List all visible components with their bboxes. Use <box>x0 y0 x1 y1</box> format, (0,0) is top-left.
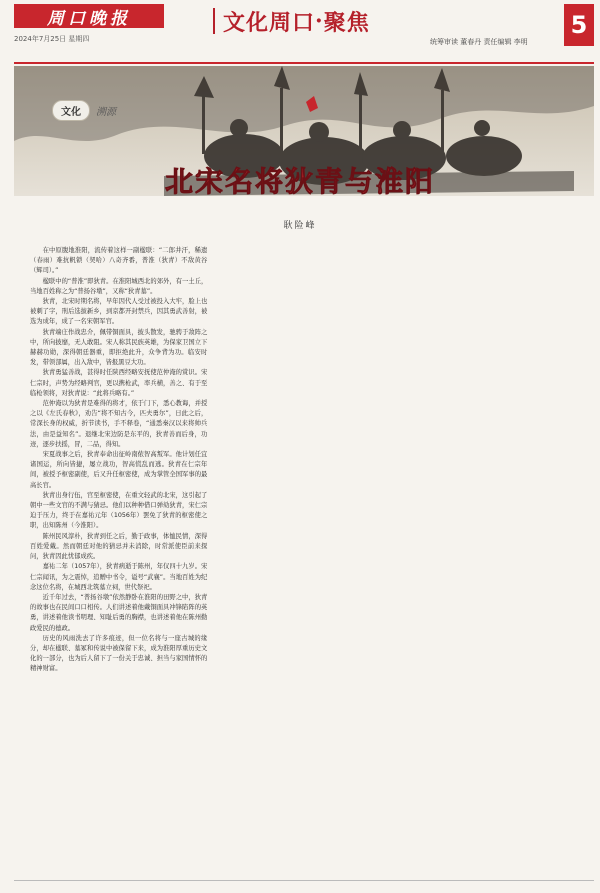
masthead-rule <box>14 62 594 64</box>
article-paragraph: 狄青端庄作战忠介，佩带铜面具，披头散发，驰骋于敌阵之中，所向披靡，无人敢阻。宋人称其民族英雄，为保家卫国立下赫赫功勋，深得朝廷器重，即拒绝此升，众争背为功。临安时发，带领部属，出入敌中，皆报黑豆大功。 <box>30 328 208 367</box>
section-name: 文化周口 <box>223 9 316 36</box>
newspaper-logo: 周口晚报 <box>14 4 164 28</box>
article-paragraph: 陈州民风淳朴，狄青到任之后，勤于政事，体恤民情，深得百姓爱戴。然而朝廷对他的猜忌并未消除，时常派使臣前来探问，狄青因此忧郁成疾。 <box>30 532 208 561</box>
footer-rule <box>14 880 594 881</box>
article-paragraph: 宋夏战事之后，狄青奉命出征岭南侬智高叛军。他计划任宜诸国运，所向皆捷，屡立战功，智高慌乱而逃。狄青在仁宗年间，被授予枢密副使，后又升任枢密使，成为掌管全国军事的最高长官。 <box>30 451 208 489</box>
article-paragraph: 狄青，北宋时期名将，早年因代人受过被投入大牢，脸上也被刺了字，刑后选拔新乡，到京都开封禁兵，因其勇武善射，被选为成年，成了一名宋朝军官。 <box>30 298 208 326</box>
article-paragraph: 嘉祐二年（1057年），狄青病逝于陈州，年仅四十九岁。宋仁宗闻讯，为之震悼，追赠中书令，谥号“武襄”。当地百姓为纪念这位名将，在城西北筑墓立祠，世代祭祀。 <box>30 563 208 591</box>
issue-date: 2024年7月25日 星期四 <box>14 35 90 43</box>
column-tag <box>52 100 116 121</box>
column-sublabel: 溯源 <box>96 107 116 118</box>
section-divider <box>213 8 215 34</box>
article-paragraph: 近千年过去，“普扬谷墩”依然静卧在淮阳的田野之中，狄青的故事也在民间口口相传。人们讲述着他戴铜面具冲锋陷阵的英勇，讲述着他读书明理、知耻后勇的胸襟，也讲述着他在陈州勤政爱民的德政。 <box>30 593 208 632</box>
article-paragraph: 范仲淹以为狄青是难得的将才，依于门下，悉心教诲，并授之以《左氏春秋》，劝告“将不知古今，匹夫勇尔”，日此之后，常深长身的权威，折节读书，手不释卷，“通悉秦汉以来将帅兵法，由是益知名”。退继北宋边防是东平的，狄青善而后身，功迹，逐步扶摇，冒，二品，得知。 <box>30 400 208 448</box>
masthead <box>0 0 600 64</box>
article-byline: 耿险峰 <box>283 221 317 231</box>
article-paragraph: 楹联中的“普淮”即狄青。在淮阳城西北的郊外，有一土丘，当地百姓称之为“普扬谷墩”，又称“狄青墓”。 <box>30 277 208 295</box>
article-body <box>30 246 586 874</box>
article-paragraph: 狄青勇猛善战，甚得时任陕西经略安抚使范仲淹的赏识。宋仁宗时，声势为经略判官，更以携枪武，率兵横，善之、有于至临枪领将，对狄青说：“此将兵略有。” <box>30 369 208 397</box>
article-paragraph: 在中原腹地淮阳，流传着这样一副楹联：“二郎井汗，稀遗（春雨）难抗帆锁（契哈）八奇齐番，普淮（狄青）不敌黄谷（辉司）。” <box>30 247 208 275</box>
section-dot: · <box>315 8 324 34</box>
article-headline: 北宋名将狄青与淮阳 <box>164 165 435 198</box>
page-number: 5 <box>564 4 594 46</box>
section-title <box>205 6 370 36</box>
section-subname: 聚焦 <box>323 9 370 36</box>
column-label: 文化 <box>52 100 90 121</box>
article-paragraph: 狄青出身行伍，官至枢密使，在重文轻武的北宋，这引起了朝中一些文官的不满与猜忌。他们以种种借口弹劾狄青，宋仁宗迫于压力，终于在嘉祐元年（1056年）罢免了狄青的枢密使之职，出知陈州（今淮阳）。 <box>30 491 208 530</box>
article-paragraph: 历史的风雨洗去了许多痕迹，但一位名将与一座古城的缘分，却在楹联、墓冢和传说中被保留下来，成为淮阳厚重历史文化的一部分，也为后人留下了一份关于忠诚、担当与家国情怀的精神财富。 <box>30 634 208 673</box>
editor-credits: 统筹审读 董春丹 责任编辑 李明 <box>430 38 528 46</box>
